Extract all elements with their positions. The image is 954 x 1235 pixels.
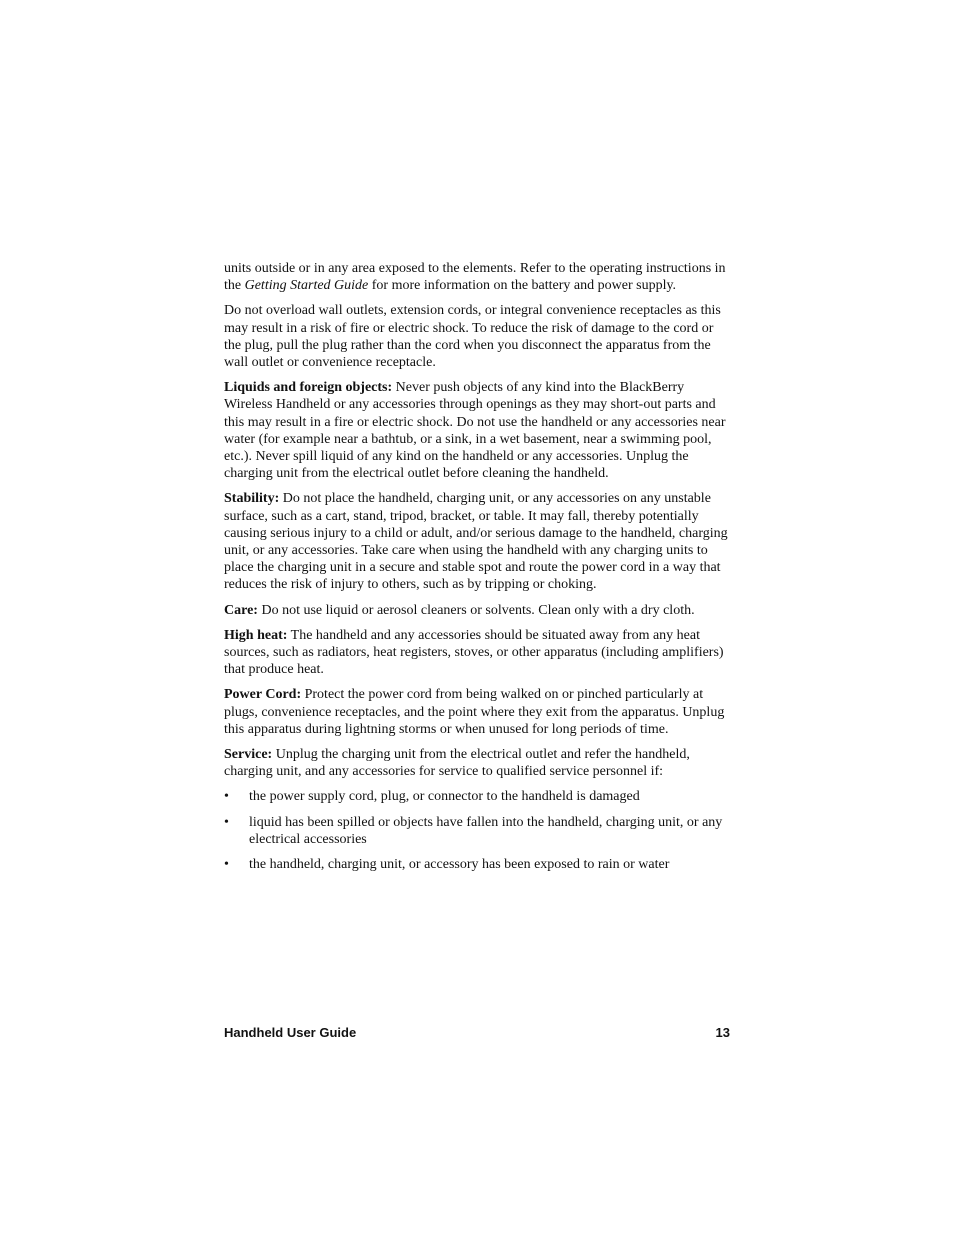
list-item-text: the power supply cord, plug, or connector to the handheld is damaged bbox=[249, 789, 640, 805]
guide-title-italic: Getting Started Guide bbox=[244, 278, 369, 294]
high-heat-text: The handheld and any accessories should be situated away from any heat sources, such as radiators, heat registers, stoves, or other apparatus (including amplifiers) that produce heat. bbox=[224, 627, 724, 678]
list-item bbox=[224, 788, 730, 805]
liquids-text: Never push objects of any kind into the BlackBerry Wireless Handheld or any accessories through openings as they may short-out parts and this may result in a fire or electric shock. Do not use the handheld or any accessories near water (for example near a bathtub, or a sink, in a wet basement, near a swimming pool, etc.). Never spill liquid of any kind on the handheld or any accessories. Unplug the charging unit from the electrical outlet before cleaning the handheld. bbox=[224, 380, 726, 482]
list-item bbox=[224, 814, 730, 848]
stability-paragraph bbox=[224, 490, 730, 593]
service-conditions-list bbox=[224, 788, 730, 873]
care-text: Do not use liquid or aerosol cleaners or solvents. Clean only with a dry cloth. bbox=[257, 602, 695, 618]
list-item-text: the handheld, charging unit, or accessory has been exposed to rain or water bbox=[249, 857, 670, 873]
care-paragraph bbox=[224, 602, 730, 619]
liquids-heading: Liquids and foreign objects: bbox=[224, 380, 393, 396]
liquids-paragraph bbox=[224, 379, 730, 482]
power-cord-paragraph bbox=[224, 686, 730, 738]
intro-text-after: for more information on the battery and power supply. bbox=[368, 278, 677, 294]
page-footer bbox=[224, 1025, 730, 1040]
bullet-icon: • bbox=[224, 857, 229, 873]
high-heat-heading: High heat: bbox=[224, 627, 288, 643]
page-body bbox=[224, 260, 730, 881]
service-heading: Service: bbox=[224, 747, 273, 763]
intro-text-before: units outside or in any area exposed to the elements. Refer to the operating instructions in the bbox=[224, 261, 726, 294]
power-cord-heading: Power Cord: bbox=[224, 687, 302, 703]
list-item bbox=[224, 856, 730, 873]
service-text: Unplug the charging unit from the electrical outlet and refer the handheld, charging unit, and any accessories for service to qualified service personnel if: bbox=[224, 747, 690, 780]
list-item-text: liquid has been spilled or objects have fallen into the handheld, charging unit, or any electrical accessories bbox=[249, 814, 723, 847]
bullet-icon: • bbox=[224, 814, 229, 830]
service-paragraph bbox=[224, 746, 730, 780]
stability-text: Do not place the handheld, charging unit, or any accessories on any unstable surface, such as a cart, stand, tripod, bracket, or table. It may fall, thereby potentially causing serious injury to a child or adult, and/or serious damage to the handheld, charging unit, or any accessories. Take care when using the handheld with any charging units to place the charging unit in a secure and stable spot and route the power cord in a way that reduces the risk of injury to others, such as by tripping or choking. bbox=[224, 491, 728, 593]
high-heat-paragraph bbox=[224, 627, 730, 679]
stability-heading: Stability: bbox=[224, 491, 280, 507]
intro-paragraph bbox=[224, 260, 730, 294]
care-heading: Care: bbox=[224, 602, 258, 618]
power-cord-text: Protect the power cord from being walked on or pinched particularly at plugs, convenience receptacles, and the point where they exit from the apparatus. Unplug this apparatus during lightning storms or when unused for long periods of time. bbox=[224, 687, 725, 737]
footer-title: Handheld User Guide bbox=[224, 1025, 357, 1040]
page-number: 13 bbox=[715, 1025, 730, 1040]
bullet-icon: • bbox=[224, 789, 229, 805]
overload-paragraph: Do not overload wall outlets, extension cords, or integral convenience receptacles as this may result in a risk of fire or electric shock. To reduce the risk of damage to the cord or the plug, pull the plug rather than the cord when you disconnect the apparatus from the wall outlet or convenience receptacle. bbox=[224, 303, 721, 371]
